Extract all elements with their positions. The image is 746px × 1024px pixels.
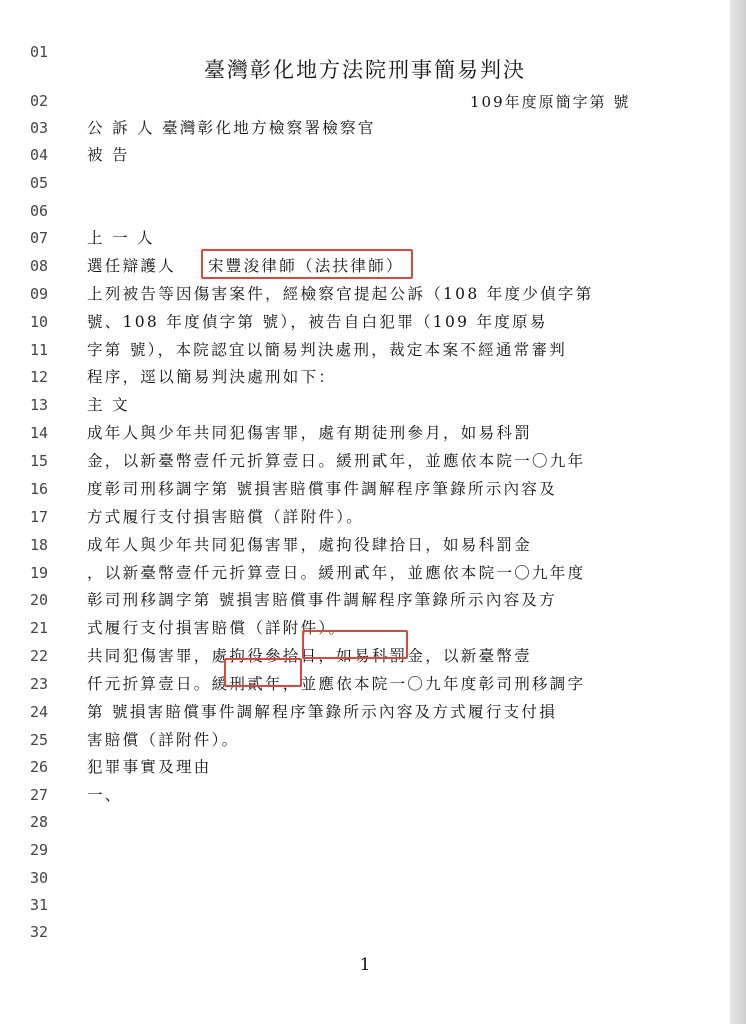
defense-attorney-name: 宋豐浚律師（法扶律師） — [208, 257, 404, 275]
line-number: 08 — [29, 257, 48, 275]
text-line-10: 號、108 年度偵字第 號），被告自白犯罪（109 年度原易 — [87, 313, 548, 331]
line-number: 26 — [29, 758, 48, 776]
text-line-16: 度彰司刑移調字第 號損害賠償事件調解程序筆錄所示內容及 — [87, 480, 558, 498]
case-number: 109年度原簡字第 號 — [470, 93, 631, 111]
line-number: 16 — [29, 480, 48, 498]
line-number: 31 — [29, 896, 48, 914]
text-line-18: 成年人與少年共同犯傷害罪，處拘役肆拾日，如易科罰金 — [87, 536, 533, 554]
text-line-22: 共同犯傷害罪，處拘役參拾日，如易科罰金，以新臺幣壹 — [87, 647, 533, 665]
text-line-04: 被 告 — [87, 146, 130, 164]
line-number: 22 — [29, 647, 48, 665]
line-number: 24 — [29, 703, 48, 721]
text-line-09: 上列被告等因傷害案件，經檢察官提起公訴（108 年度少偵字第 — [87, 285, 594, 303]
document-title: 臺灣彰化地方法院刑事簡易判決 — [204, 58, 526, 82]
text-line-24: 第 號損害賠償事件調解程序筆錄所示內容及方式履行支付損 — [87, 703, 558, 721]
defense-attorney-label: 選任辯護人 — [87, 257, 177, 275]
line-number: 25 — [29, 731, 48, 749]
line-number: 17 — [29, 508, 48, 526]
text-line-27: 一、 — [87, 786, 123, 804]
line-number: 02 — [29, 92, 48, 110]
line-number: 15 — [29, 452, 48, 470]
line-number: 09 — [29, 285, 48, 303]
line-number: 23 — [29, 675, 48, 693]
highlight-box — [224, 658, 302, 687]
line-number: 07 — [29, 229, 48, 247]
line-number: 14 — [29, 424, 48, 442]
text-line-14: 成年人與少年共同犯傷害罪，處有期徒刑參月，如易科罰 — [87, 424, 533, 442]
line-number: 21 — [29, 619, 48, 637]
section-heading-facts: 犯罪事實及理由 — [87, 758, 212, 776]
text-line-23: 仟元折算壹日。緩刑貳年，並應依本院一〇九年度彰司刑移調字 — [87, 675, 586, 693]
line-number: 01 — [29, 43, 48, 61]
section-heading-main-text: 主 文 — [87, 396, 130, 414]
line-number: 06 — [29, 202, 48, 220]
line-number: 19 — [29, 564, 48, 582]
line-number: 12 — [29, 368, 48, 386]
line-number: 20 — [29, 591, 48, 609]
text-line-15: 金，以新臺幣壹仟元折算壹日。緩刑貳年，並應依本院一〇九年 — [87, 452, 586, 470]
line-number: 27 — [29, 786, 48, 804]
text-line-17: 方式履行支付損害賠償（詳附件）。 — [87, 508, 365, 526]
page-edge — [730, 0, 746, 1024]
text-line-12: 程序，逕以簡易判決處刑如下： — [87, 368, 337, 386]
line-number: 05 — [29, 174, 48, 192]
text-line-20: 彰司刑移調字第 號損害賠償事件調解程序筆錄所示內容及方 — [87, 591, 558, 609]
line-number: 30 — [29, 869, 48, 887]
line-number: 28 — [29, 813, 48, 831]
line-number: 29 — [29, 841, 48, 859]
line-number: 04 — [29, 146, 48, 164]
page-number: 1 — [359, 955, 371, 975]
text-line-11: 字第 號），本院認宜以簡易判決處刑，裁定本案不經通常審判 — [87, 341, 568, 359]
highlight-box — [302, 630, 408, 659]
line-number: 18 — [29, 536, 48, 554]
highlight-box — [201, 249, 413, 279]
line-number: 11 — [29, 341, 48, 359]
line-number: 03 — [29, 119, 48, 137]
line-number: 13 — [29, 396, 48, 414]
text-line-07: 上 一 人 — [87, 229, 155, 247]
line-number: 10 — [29, 313, 48, 331]
line-number: 32 — [29, 923, 48, 941]
text-line-19: ，以新臺幣壹仟元折算壹日。緩刑貳年，並應依本院一〇九年度 — [87, 564, 586, 582]
text-line-03: 公 訴 人 臺灣彰化地方檢察署檢察官 — [87, 119, 376, 137]
text-line-25: 害賠償（詳附件）。 — [87, 731, 240, 749]
text-line-21: 式履行支付損害賠償（詳附件）。 — [87, 619, 347, 637]
